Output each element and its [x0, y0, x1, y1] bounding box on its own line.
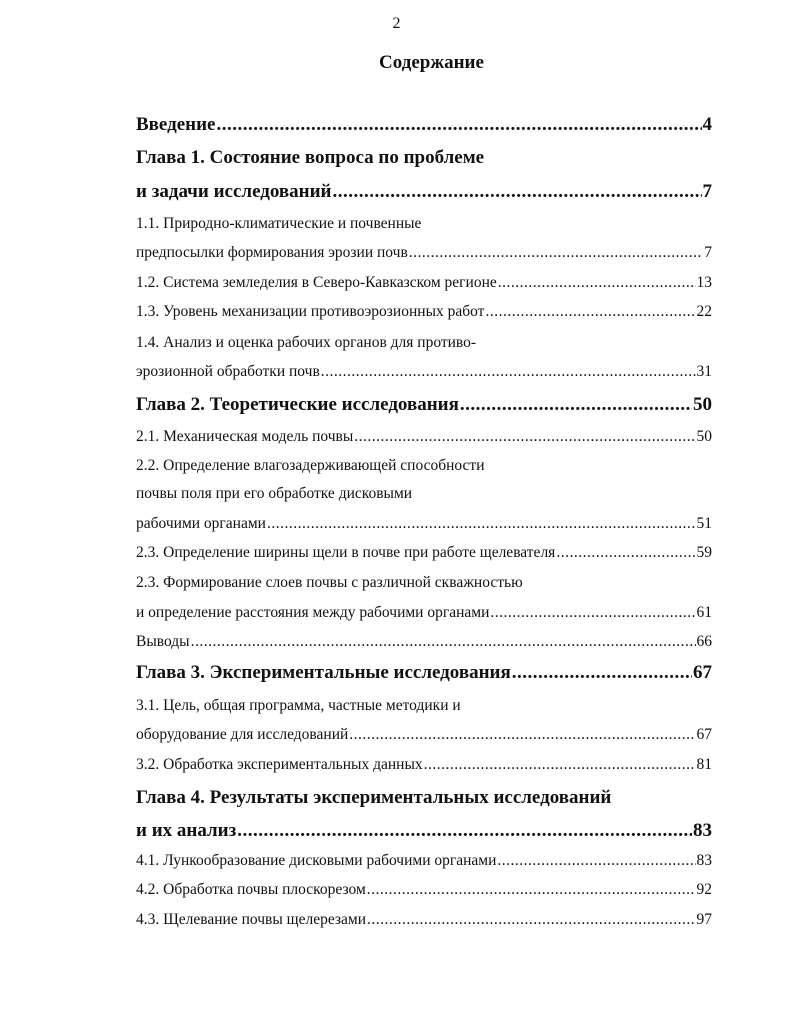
toc-entry-page: 67	[696, 726, 712, 743]
dot-leader	[367, 880, 696, 900]
toc-entry	[136, 146, 712, 170]
toc-entry	[136, 725, 712, 745]
toc-entry-page: 22	[696, 303, 712, 320]
toc-entry-title: 2.3. Формирование слоев почвы с различной скважностью	[136, 574, 523, 591]
toc-entry	[136, 573, 712, 593]
dot-leader	[460, 393, 692, 417]
toc-entry-title: эрозионной обработки почв	[136, 363, 320, 380]
toc-entry	[136, 484, 712, 504]
toc-entry	[136, 362, 712, 382]
dot-leader	[367, 910, 696, 930]
toc-entry	[136, 243, 712, 263]
toc-entry	[136, 514, 712, 534]
dot-leader	[409, 243, 703, 263]
toc-entry-title: Глава 2. Теоретические исследования	[136, 394, 459, 415]
toc-entry	[136, 273, 712, 293]
toc-entry-title: 4.3. Щелевание почвы щелерезами	[136, 911, 366, 928]
toc-entry-title: 2.1. Механическая модель почвы	[136, 428, 354, 445]
toc-entry-title: 4.1. Лункообразование дисковыми рабочими органами	[136, 852, 497, 869]
toc-entry-title: и определение расстояния между рабочими органами	[136, 604, 490, 621]
toc-entry-title: Глава 3. Экспериментальные исследования	[136, 662, 511, 683]
page-number: 2	[392, 15, 401, 32]
toc-entry-page: 92	[696, 881, 712, 898]
toc-entry	[136, 393, 712, 417]
toc-entry-page: 50	[693, 394, 712, 415]
toc-entry-title: Выводы	[136, 633, 190, 650]
toc-entry	[136, 696, 712, 716]
toc-entry	[136, 456, 712, 476]
toc-entry	[136, 543, 712, 563]
toc-entry-title: 1.1. Природно-климатические и почвенные	[136, 215, 422, 232]
toc-entry-title: почвы поля при его обработке дисковыми	[136, 485, 413, 502]
toc-entry-title: 1.3. Уровень механизации противоэрозионных работ	[136, 303, 485, 320]
toc-entry-page: 66	[696, 633, 712, 650]
toc-entry-page: 67	[693, 662, 712, 683]
toc-entry	[136, 603, 712, 623]
toc-entry	[136, 113, 712, 137]
toc-entry	[136, 819, 712, 843]
dot-leader	[485, 302, 695, 322]
toc-entry-title: Глава 4. Результаты экспериментальных исследований	[136, 787, 612, 808]
toc-entry-page: 51	[696, 515, 712, 532]
toc-entry-title: и задачи исследований	[136, 181, 332, 202]
toc-entry-title: 1.2. Система земледелия в Северо-Кавказском регионе	[136, 274, 497, 291]
toc-entry	[136, 755, 712, 775]
toc-entry-page: 13	[696, 274, 712, 291]
toc-entry	[136, 214, 712, 234]
toc-entry-title: и их анализ	[136, 820, 237, 841]
dot-leader	[512, 661, 692, 685]
toc-entry-title: 1.4. Анализ и оценка рабочих органов для противо-	[136, 334, 477, 351]
toc-entry-page: 59	[696, 544, 712, 561]
dot-leader	[321, 362, 696, 382]
toc-entry	[136, 333, 712, 353]
toc-entry-page: 97	[696, 911, 712, 928]
toc-entry	[136, 661, 712, 685]
dot-leader	[556, 543, 695, 563]
toc-entry	[136, 786, 712, 810]
toc-entry	[136, 880, 712, 900]
dot-leader	[490, 603, 695, 623]
toc-entry-title: Глава 1. Состояние вопроса по проблеме	[136, 147, 485, 168]
toc-entry-page: 7	[702, 181, 712, 202]
dot-leader	[191, 632, 696, 652]
dot-leader	[217, 113, 702, 137]
toc-entry-title: 4.2. Обработка почвы плоскорезом	[136, 881, 366, 898]
dot-leader	[333, 180, 702, 204]
toc-entry-page: 50	[696, 428, 712, 445]
toc-entry	[136, 851, 712, 871]
toc-entry	[136, 302, 712, 322]
toc-entry-title: Введение	[136, 114, 216, 135]
toc-entry-title: 2.3. Определение ширины щели в почве при работе щелевателя	[136, 544, 556, 561]
toc-entry-page: 83	[693, 820, 712, 841]
toc-entry-page: 61	[696, 604, 712, 621]
toc-entry	[136, 632, 712, 652]
toc-entry-title: 3.2. Обработка экспериментальных данных	[136, 756, 423, 773]
dot-leader	[237, 819, 692, 843]
toc-entry	[136, 180, 712, 204]
toc-entry	[136, 910, 712, 930]
toc-entry-title: 3.1. Цель, общая программа, частные методики и	[136, 697, 461, 714]
dot-leader	[424, 755, 696, 775]
toc-entry	[136, 427, 712, 447]
toc-entry-page: 7	[704, 244, 712, 261]
dot-leader	[354, 427, 695, 447]
toc-entry-page: 83	[696, 852, 712, 869]
toc-entry-page: 31	[696, 363, 712, 380]
toc-entry-page: 4	[702, 114, 712, 135]
toc-entry-title: рабочими органами	[136, 515, 266, 532]
toc-entry-title: 2.2. Определение влагозадерживающей способности	[136, 457, 485, 474]
toc-entry-title: оборудование для исследований	[136, 726, 349, 743]
dot-leader	[267, 514, 696, 534]
dot-leader	[497, 851, 695, 871]
dot-leader	[498, 273, 696, 293]
dot-leader	[349, 725, 695, 745]
toc-entry-title: предпосылки формирования эрозии почв	[136, 244, 408, 261]
toc-entry-page: 81	[696, 756, 712, 773]
page-title: Содержание	[379, 52, 484, 73]
